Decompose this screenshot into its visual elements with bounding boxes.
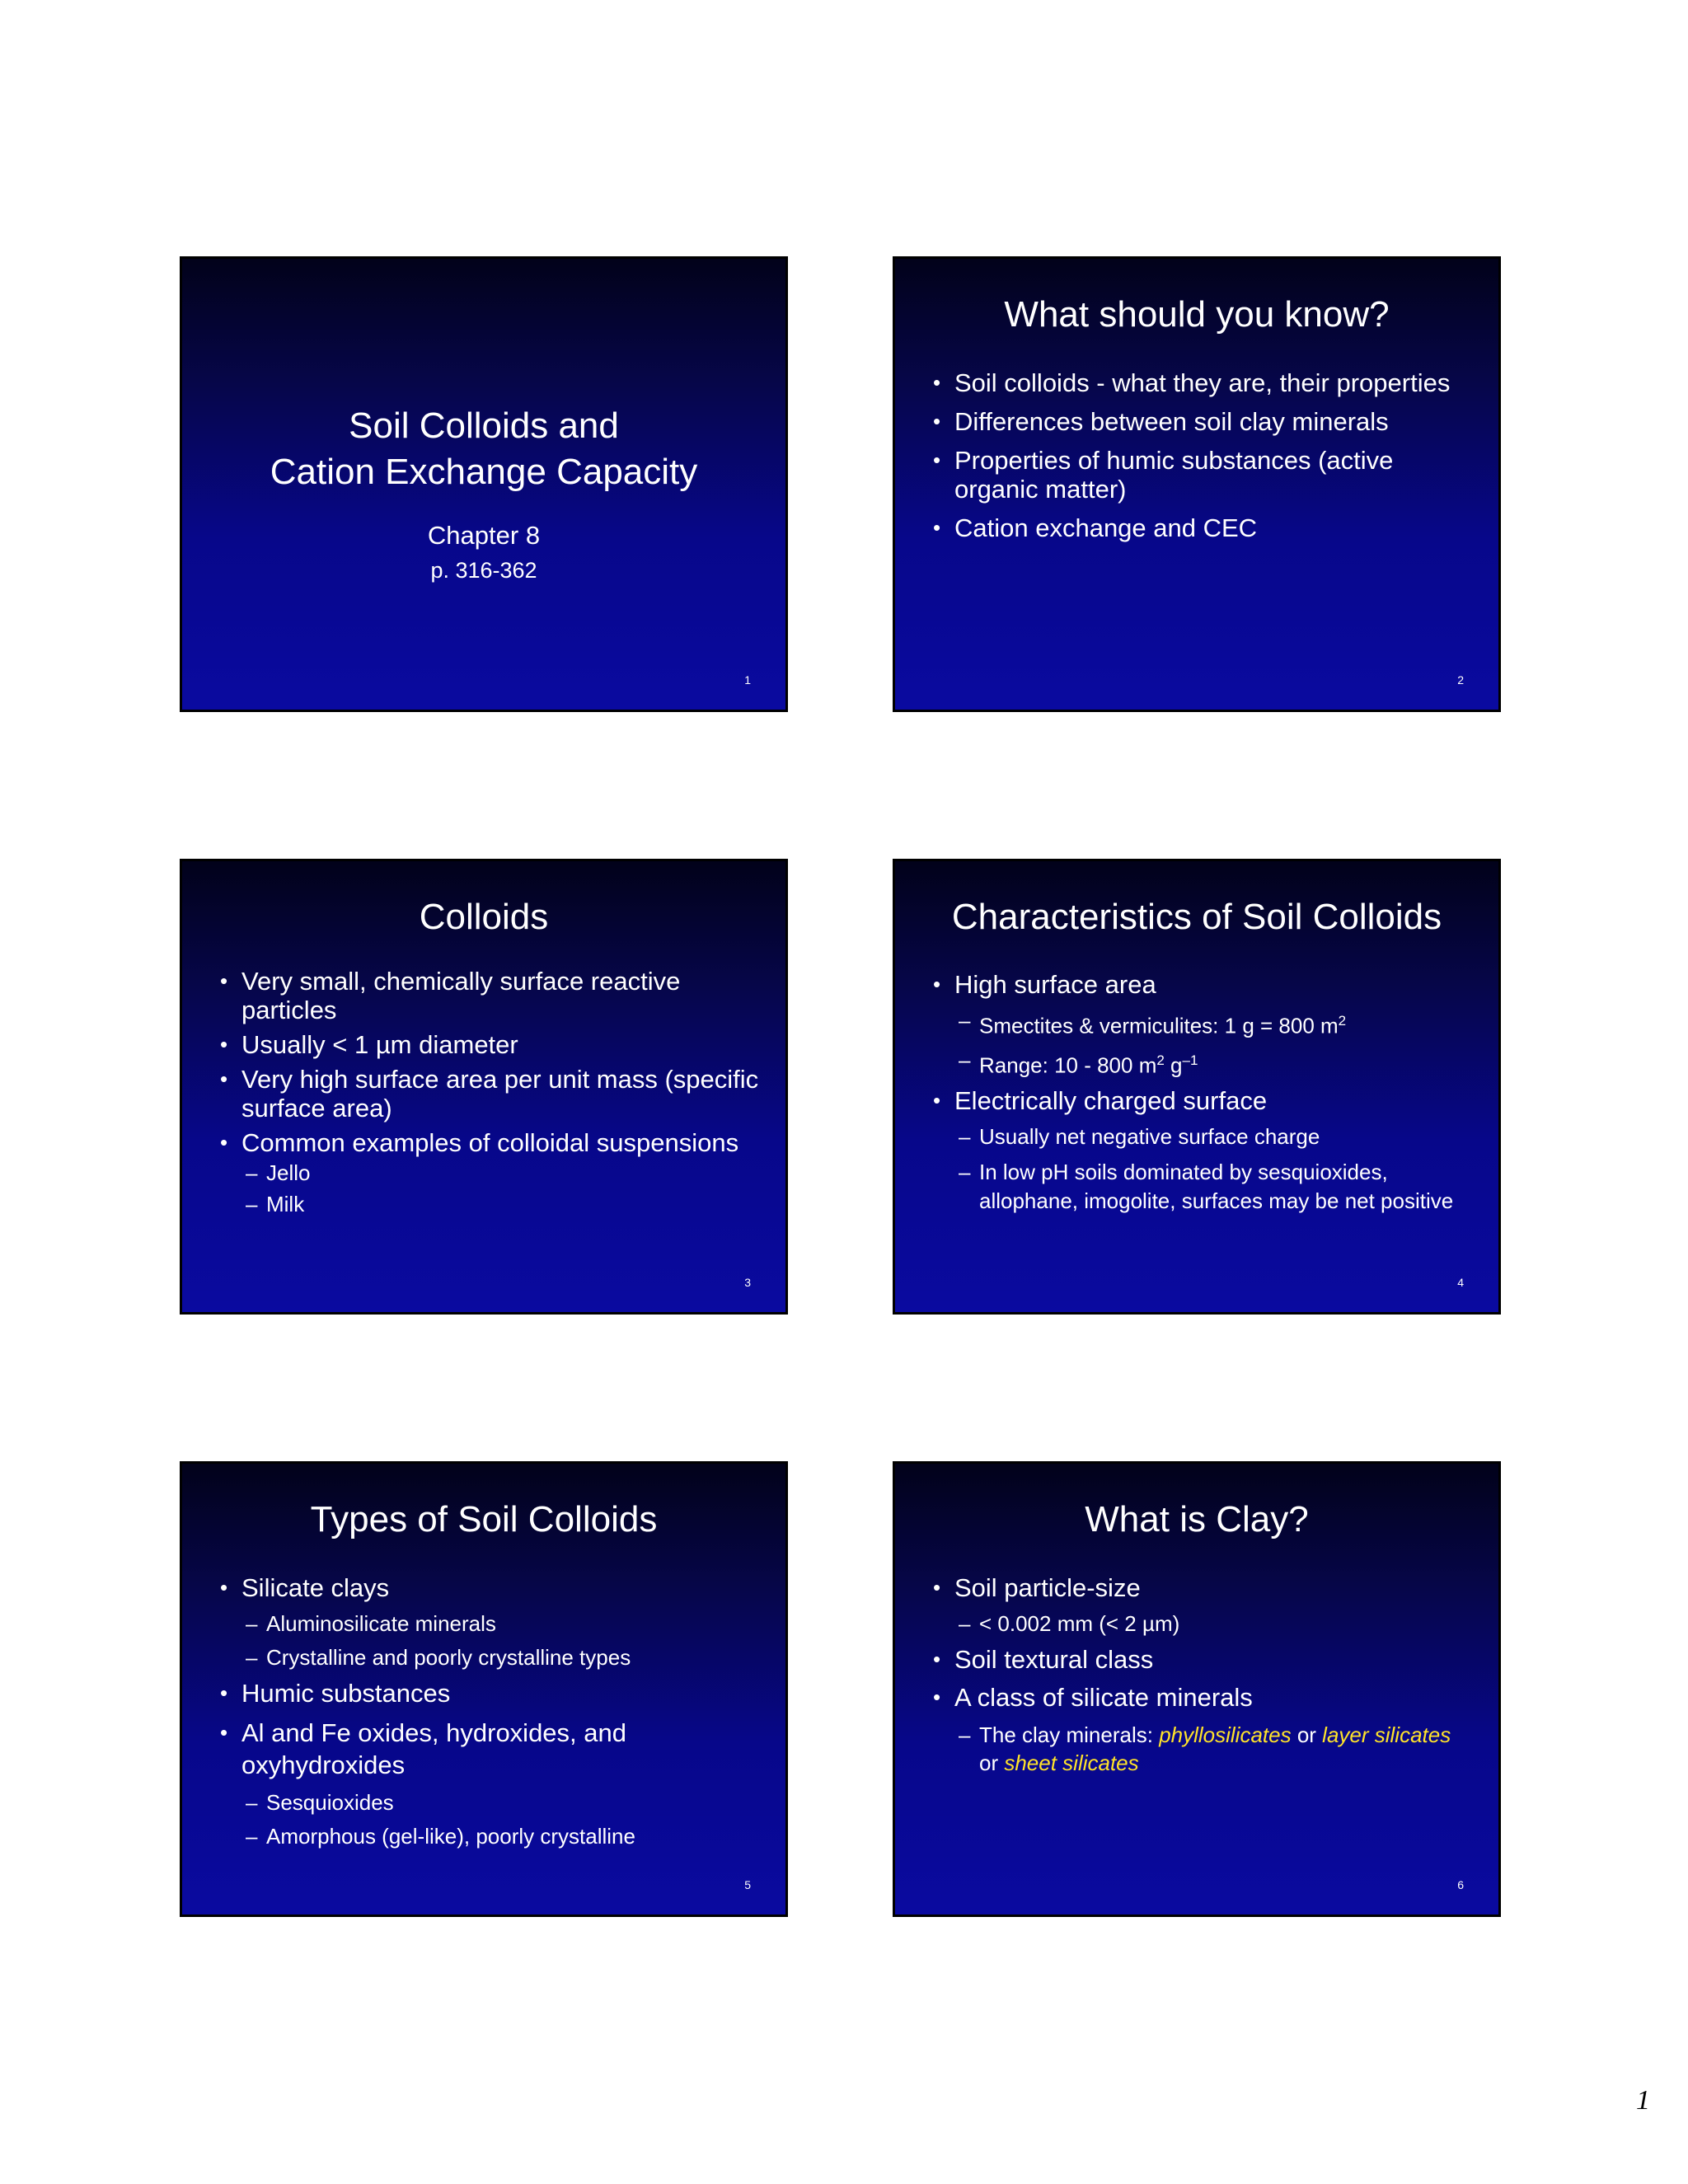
sub-bullet-text: g <box>1164 1052 1183 1078</box>
page-number: 1 <box>1636 2085 1650 2116</box>
highlight-term: layer silicates <box>1322 1722 1451 1747</box>
slide-1 <box>180 256 788 712</box>
superscript: –1 <box>1182 1052 1198 1068</box>
sub-bullet-text: The clay minerals: <box>979 1722 1160 1747</box>
slide-number: 1 <box>744 673 751 687</box>
bullet-list <box>930 1573 1474 1785</box>
bullet-item: • Cation exchange and CEC <box>930 513 1474 542</box>
slide-title: Colloids <box>419 897 549 937</box>
bullet-item: • Usually < 1 µm diameter <box>217 1030 761 1059</box>
sub-bullet-item: – In low pH soils dominated by sesquioxides, allophane, imogolite, surfaces may be net positive <box>930 1158 1474 1216</box>
bullet-item: • Very high surface area per unit mass (specific surface area) <box>217 1065 761 1122</box>
bullet-item: • Electrically charged surface <box>930 1086 1474 1115</box>
bullet-item: • A class of silicate minerals <box>930 1683 1474 1712</box>
title-line-1: Soil Colloids and <box>349 405 619 446</box>
bullet-list <box>930 970 1474 1224</box>
superscript: 2 <box>1156 1052 1165 1068</box>
sub-bullet-text: Smectites & vermiculites: 1 g = 800 m <box>979 1013 1339 1038</box>
slide-title: What should you know? <box>1004 294 1390 335</box>
slide-number: 5 <box>744 1878 751 1891</box>
highlight-term: phyllosilicates <box>1159 1722 1292 1747</box>
bullet-item: • Differences between soil clay minerals <box>930 407 1474 436</box>
slide-title: What is Clay? <box>1085 1499 1309 1540</box>
page-range: p. 316-362 <box>430 558 537 583</box>
bullet-list <box>217 967 761 1226</box>
bullet-item: • Very small, chemically surface reactive particles <box>217 967 761 1024</box>
bullet-item: • Silicate clays <box>217 1573 761 1602</box>
connector-text: or <box>979 1750 1005 1775</box>
sub-bullet-text: Range: 10 - 800 m <box>979 1052 1157 1078</box>
bullet-item: • Soil colloids - what they are, their properties <box>930 368 1474 397</box>
slide-number: 4 <box>1457 1276 1464 1289</box>
bullet-item: • High surface area <box>930 970 1474 999</box>
bullet-item: • Properties of humic substances (active organic matter) <box>930 446 1474 504</box>
slide-number: 3 <box>744 1276 751 1289</box>
sub-bullet-item: – < 0.002 mm (< 2 µm) <box>930 1611 1474 1637</box>
bullet-list <box>217 1573 761 1858</box>
slide-6 <box>893 1461 1501 1917</box>
slide-title: Types of Soil Colloids <box>310 1499 658 1540</box>
bullet-item: • Soil textural class <box>930 1645 1474 1674</box>
highlight-term: sheet silicates <box>1004 1750 1139 1775</box>
title-line-2: Cation Exchange Capacity <box>270 452 698 492</box>
sub-bullet-item: – Aluminosilicate minerals <box>217 1611 761 1637</box>
sub-bullet-item <box>930 1008 1474 1039</box>
slide-2 <box>893 256 1501 712</box>
chapter-label: Chapter 8 <box>427 521 541 550</box>
sub-bullet-item: – Amorphous (gel-like), poorly crystalline <box>217 1824 761 1849</box>
bullet-item: • Common examples of colloidal suspensions <box>217 1128 761 1157</box>
slide-title <box>182 403 785 495</box>
bullet-item: • Soil particle-size <box>930 1573 1474 1602</box>
sub-bullet-item: – Jello <box>217 1160 761 1186</box>
slide-4 <box>893 859 1501 1315</box>
slide-number: 2 <box>1457 673 1464 687</box>
slide-5 <box>180 1461 788 1917</box>
sub-bullet-item: – Milk <box>217 1192 761 1217</box>
sub-bullet-item <box>930 1047 1474 1079</box>
slide-3 <box>180 859 788 1315</box>
bullet-list <box>930 368 1474 552</box>
bullet-item: • Al and Fe oxides, hydroxides, and oxyhydroxides <box>217 1717 761 1781</box>
slide-title: Characteristics of Soil Colloids <box>951 897 1442 937</box>
connector-text: or <box>1291 1722 1323 1747</box>
sub-bullet-item: – Usually net negative surface charge <box>930 1124 1474 1150</box>
sub-bullet-item <box>930 1721 1474 1777</box>
bullet-item: • Humic substances <box>217 1679 761 1708</box>
superscript: 2 <box>1338 1013 1347 1029</box>
sub-bullet-item: – Sesquioxides <box>217 1790 761 1816</box>
sub-bullet-item: – Crystalline and poorly crystalline types <box>217 1645 761 1671</box>
slide-number: 6 <box>1457 1878 1464 1891</box>
